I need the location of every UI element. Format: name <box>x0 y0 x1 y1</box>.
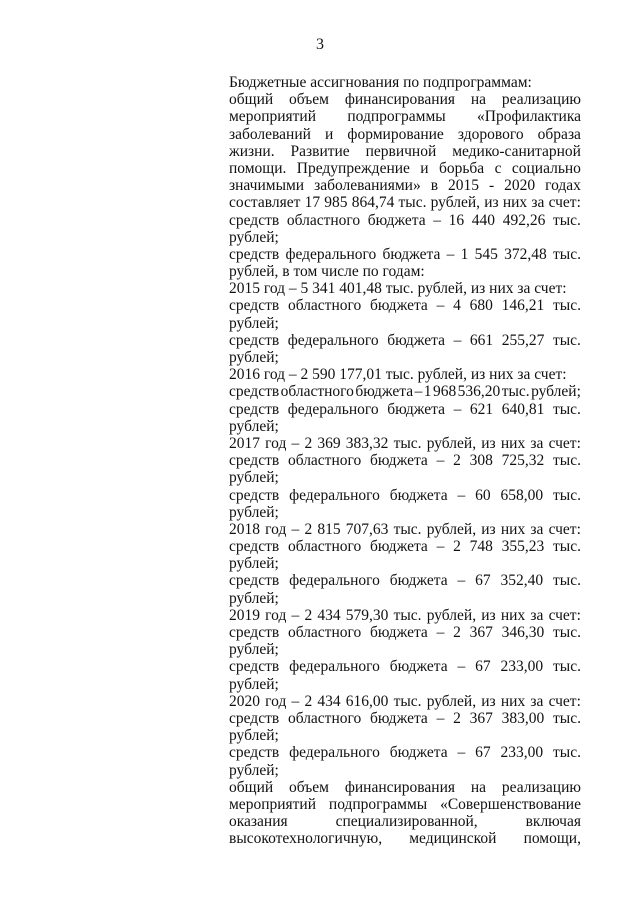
text-line <box>229 435 581 452</box>
text-word: из <box>481 434 496 452</box>
text-word: 864,74 <box>351 194 395 212</box>
text-word: 2 <box>304 434 313 452</box>
text-line: рублей; <box>229 555 279 573</box>
text-word: них <box>500 692 526 710</box>
text-word: мероприятий <box>229 108 317 126</box>
text-line: рублей; <box>229 349 279 366</box>
text-word: 4 <box>453 297 461 315</box>
text-word: 661 <box>469 331 494 349</box>
text-line: рублей; <box>229 314 279 332</box>
text-word: заболеваний <box>229 125 311 143</box>
text-word: 748 <box>469 538 493 556</box>
text-line <box>229 572 581 589</box>
text-word: тыс. <box>553 624 581 641</box>
text-word: – <box>457 744 466 762</box>
text-word: счет: <box>548 606 581 624</box>
text-word: – <box>433 211 441 229</box>
text-line <box>229 108 581 125</box>
text-word: 67 <box>475 658 491 676</box>
text-word: – <box>414 383 423 401</box>
text-word: 308 <box>469 452 493 470</box>
text-line: 2015 год – 5 341 401,48 тыс. рублей, из них за счет: <box>229 280 567 298</box>
text-word: 579,30 <box>345 606 389 624</box>
text-word: 640,81 <box>501 400 545 418</box>
text-word: средств <box>229 624 280 641</box>
text-word: 968 <box>432 383 457 401</box>
text-line <box>229 212 581 229</box>
text-word: бюджета <box>370 709 428 727</box>
text-word: – <box>453 400 462 418</box>
text-word: заболеваниями» <box>314 177 421 195</box>
text-word: год <box>265 434 287 452</box>
text-word: средств <box>229 709 280 727</box>
text-word: – <box>436 709 445 727</box>
text-word: в <box>430 177 439 195</box>
text-word: финансирования <box>344 91 456 109</box>
text-word: 367 <box>469 709 493 727</box>
text-word: 146,21 <box>501 297 545 315</box>
text-word: тыс. <box>553 572 581 590</box>
text-word: 2 <box>304 520 313 538</box>
text-word: объем <box>289 91 329 109</box>
text-word: них <box>500 606 526 624</box>
text-word: бюджета <box>387 400 445 418</box>
text-word: бюджета <box>389 658 448 676</box>
text-word: за <box>530 434 544 452</box>
text-word: подпрограммы <box>328 795 428 813</box>
text-line: 2016 год – 2 590 177,01 тыс. рублей, из них за счет: <box>229 366 567 384</box>
text-word: 383,32 <box>345 434 389 452</box>
text-word: реализацию <box>501 91 581 109</box>
text-word: средств <box>229 245 280 263</box>
text-word: 60 <box>475 486 491 504</box>
text-word: бюджета <box>389 486 448 504</box>
text-line <box>229 297 581 314</box>
text-line <box>229 91 581 108</box>
text-word: 434 <box>317 606 341 624</box>
text-word: рублей, <box>426 434 477 452</box>
text-line: рублей; <box>229 469 279 487</box>
text-word: тыс. <box>553 658 581 676</box>
text-line <box>229 401 581 418</box>
text-line: рублей; <box>229 589 279 607</box>
text-word: за <box>530 606 544 624</box>
text-word: из <box>481 606 496 624</box>
text-word: помощи. <box>229 159 287 177</box>
text-word: бюджета <box>389 744 448 762</box>
text-word: 233,00 <box>500 744 544 762</box>
text-word: 434 <box>317 692 341 710</box>
text-word: тыс. <box>552 400 581 418</box>
text-word: 383,00 <box>501 709 545 727</box>
text-word: бюджета <box>355 383 414 401</box>
text-word: 2 <box>304 692 313 710</box>
text-word: формирование <box>347 125 444 143</box>
text-line <box>229 658 581 675</box>
text-line <box>229 194 581 211</box>
text-line: рублей; <box>229 417 279 435</box>
text-word: 2020 <box>504 177 536 195</box>
text-word: высокотехнологичную, <box>229 830 383 848</box>
text-word: тыс. <box>393 606 422 624</box>
text-word: 621 <box>469 400 494 418</box>
text-line <box>229 744 581 761</box>
text-word: 372,48 <box>504 245 547 263</box>
text-line <box>229 693 581 710</box>
text-word: бюджета <box>370 624 428 641</box>
text-word: 2 <box>453 538 461 556</box>
text-word: из <box>481 520 496 538</box>
text-word: тыс. <box>553 744 581 762</box>
text-word: тыс. <box>393 692 422 710</box>
text-word: помощи, <box>523 830 581 848</box>
text-word: них <box>502 194 528 212</box>
text-line: рублей; <box>229 228 279 246</box>
text-word: – <box>291 606 300 624</box>
text-word: 725,32 <box>501 452 545 470</box>
page-number: 3 <box>316 36 324 53</box>
text-word: образа <box>537 125 581 143</box>
text-word: тыс. <box>552 211 581 229</box>
text-word: 492,26 <box>502 211 546 229</box>
text-line <box>229 779 581 796</box>
text-word: – <box>453 331 462 349</box>
text-word: областного <box>286 211 361 229</box>
text-word: на <box>470 778 487 796</box>
text-word: федерального <box>289 572 380 590</box>
text-word: 355,23 <box>501 538 545 556</box>
text-word: Развитие <box>290 142 350 160</box>
text-word: средств <box>229 297 280 315</box>
text-word: областного <box>287 709 362 727</box>
text-word: бюджета <box>370 538 428 556</box>
text-word: 440 <box>471 211 496 229</box>
text-word: тыс. <box>553 486 581 504</box>
text-word: 2019 <box>229 606 260 624</box>
text-word: областного <box>280 383 354 401</box>
text-line <box>229 143 581 160</box>
text-word: Предупреждение <box>296 159 410 177</box>
text-word: областного <box>287 297 362 315</box>
text-word: здорового <box>457 125 524 143</box>
text-word: рублей, <box>426 692 477 710</box>
text-line <box>229 607 581 624</box>
text-line: рублей; <box>229 641 279 659</box>
text-word: бюджета <box>370 297 428 315</box>
text-word: год <box>265 520 287 538</box>
text-word: 67 <box>475 572 491 590</box>
text-word: «Совершенствование <box>440 795 581 813</box>
text-word: 367 <box>469 624 493 641</box>
text-word: и <box>325 125 334 143</box>
text-word: – <box>446 245 455 263</box>
text-word: федерального <box>287 400 379 418</box>
text-line: рублей, в том числе по годам: <box>229 263 425 281</box>
text-word: 1 <box>423 383 432 401</box>
text-line: рублей; <box>229 727 279 745</box>
text-word: рублей; <box>531 383 581 401</box>
text-word: 67 <box>475 744 491 762</box>
text-word: областного <box>287 452 362 470</box>
text-word: средств <box>229 331 280 349</box>
text-word: счет: <box>548 520 581 538</box>
text-word: «Профилактика <box>477 108 581 126</box>
text-word: счет: <box>548 194 581 212</box>
text-word: средств <box>229 383 280 401</box>
text-word: год <box>265 606 287 624</box>
text-word: значимыми <box>229 177 305 195</box>
text-word: федерального <box>285 245 377 263</box>
text-word: 536,20 <box>457 383 501 401</box>
text-word: 2015 <box>448 177 479 195</box>
text-word: социально <box>511 159 581 177</box>
text-word: 2 <box>304 606 313 624</box>
text-word: – <box>291 520 300 538</box>
text-word: 680 <box>469 297 493 315</box>
text-word: мероприятий <box>229 795 317 813</box>
text-word: – <box>436 297 445 315</box>
text-word: средств <box>229 658 280 676</box>
text-line <box>229 538 581 555</box>
text-word: федерального <box>287 331 379 349</box>
text-word: – <box>436 624 445 641</box>
text-word: рублей, <box>426 520 477 538</box>
text-word: 707,63 <box>345 520 389 538</box>
text-word: тыс. <box>501 383 530 401</box>
text-word: – <box>457 486 466 504</box>
text-word: медицинской <box>409 830 497 848</box>
text-word: с <box>494 159 502 177</box>
text-line: рублей; <box>229 503 279 521</box>
text-word: 2018 <box>229 520 260 538</box>
text-line <box>229 126 581 143</box>
text-word: 369 <box>317 434 341 452</box>
text-word: тыс. <box>393 434 422 452</box>
text-word: 815 <box>317 520 341 538</box>
text-word: объем <box>289 778 329 796</box>
text-word: тыс. <box>553 297 581 315</box>
text-word: федерального <box>289 486 380 504</box>
text-line: рублей; <box>229 675 279 693</box>
text-word: специализированной, <box>335 813 478 831</box>
text-word: 545 <box>474 245 498 263</box>
text-word: - <box>488 177 495 195</box>
text-word: тыс. <box>552 331 581 349</box>
text-word: оказания <box>229 813 288 831</box>
text-line: рублей; <box>229 761 279 779</box>
text-word: рублей, <box>430 194 481 212</box>
text-line <box>229 813 581 830</box>
text-word: 2017 <box>229 434 260 452</box>
text-word: жизни. <box>229 142 275 160</box>
text-word: 616,00 <box>345 692 389 710</box>
text-word: средств <box>229 452 280 470</box>
text-word: средств <box>229 211 280 229</box>
text-word: них <box>500 434 526 452</box>
text-word: борьба <box>438 159 485 177</box>
text-word: средств <box>229 744 280 762</box>
text-word: тыс. <box>553 452 581 470</box>
text-line <box>229 383 581 400</box>
text-word: 255,27 <box>501 331 545 349</box>
text-line <box>229 452 581 469</box>
text-word: финансирования <box>344 778 456 796</box>
text-word: бюджета <box>367 211 426 229</box>
text-line <box>229 830 581 847</box>
text-word: за <box>530 692 544 710</box>
text-line <box>229 246 581 263</box>
text-word: 2 <box>453 709 461 727</box>
text-word: 2 <box>453 452 461 470</box>
text-word: подпрограммы <box>347 108 446 126</box>
text-line <box>229 332 581 349</box>
text-word: средств <box>229 538 280 556</box>
text-line <box>229 521 581 538</box>
text-line <box>229 796 581 813</box>
text-word: 2020 <box>229 692 260 710</box>
text-word: тыс. <box>398 194 427 212</box>
text-word: и <box>420 159 429 177</box>
text-line <box>229 710 581 727</box>
text-word: федерального <box>289 744 380 762</box>
text-word: бюджета <box>389 572 448 590</box>
text-word: счет: <box>548 692 581 710</box>
text-line <box>229 177 581 194</box>
text-word: из <box>484 194 499 212</box>
text-word: – <box>457 658 466 676</box>
text-word: 352,40 <box>500 572 544 590</box>
text-word: рублей, <box>426 606 477 624</box>
text-word: – <box>436 538 445 556</box>
text-word: первичной <box>365 142 437 160</box>
text-word: тыс. <box>393 520 422 538</box>
text-word: федерального <box>289 658 380 676</box>
text-line: Бюджетные ассигнования по подпрограммам: <box>229 74 532 91</box>
text-word: составляет <box>229 194 301 212</box>
text-word: реализацию <box>501 778 581 796</box>
text-word: год <box>265 692 287 710</box>
text-word: 2 <box>453 624 461 641</box>
text-word: за <box>531 194 545 212</box>
text-word: бюджета <box>382 245 441 263</box>
budget-allocations-text <box>229 74 581 847</box>
text-word: тыс. <box>553 245 581 263</box>
text-word: средств <box>229 572 280 590</box>
text-word: – <box>291 434 300 452</box>
text-line <box>229 487 581 504</box>
text-word: тыс. <box>553 538 581 556</box>
text-word: 16 <box>448 211 465 229</box>
text-word: 233,00 <box>500 658 544 676</box>
text-word: из <box>481 692 496 710</box>
text-line <box>229 160 581 177</box>
text-line <box>229 624 581 641</box>
text-word: включая <box>525 813 581 831</box>
text-word: средств <box>229 400 280 418</box>
text-word: – <box>457 572 466 590</box>
text-word: годах <box>545 177 581 195</box>
text-word: средств <box>229 486 280 504</box>
text-word: – <box>436 452 445 470</box>
text-word: на <box>470 91 487 109</box>
text-word: общий <box>229 91 274 109</box>
text-word: 346,30 <box>501 624 545 641</box>
text-word: общий <box>229 778 274 796</box>
text-word: за <box>530 520 544 538</box>
text-word: 985 <box>324 194 348 212</box>
text-word: 658,00 <box>500 486 544 504</box>
text-word: медико-санитарной <box>452 142 581 160</box>
text-word: – <box>291 692 300 710</box>
text-word: них <box>500 520 526 538</box>
text-word: счет: <box>548 434 581 452</box>
text-word: областного <box>287 538 362 556</box>
text-word: бюджета <box>370 452 428 470</box>
text-word: 17 <box>304 194 321 212</box>
text-word: 1 <box>460 245 469 263</box>
text-word: областного <box>287 624 362 641</box>
text-word: тыс. <box>553 709 581 727</box>
text-word: бюджета <box>387 331 445 349</box>
